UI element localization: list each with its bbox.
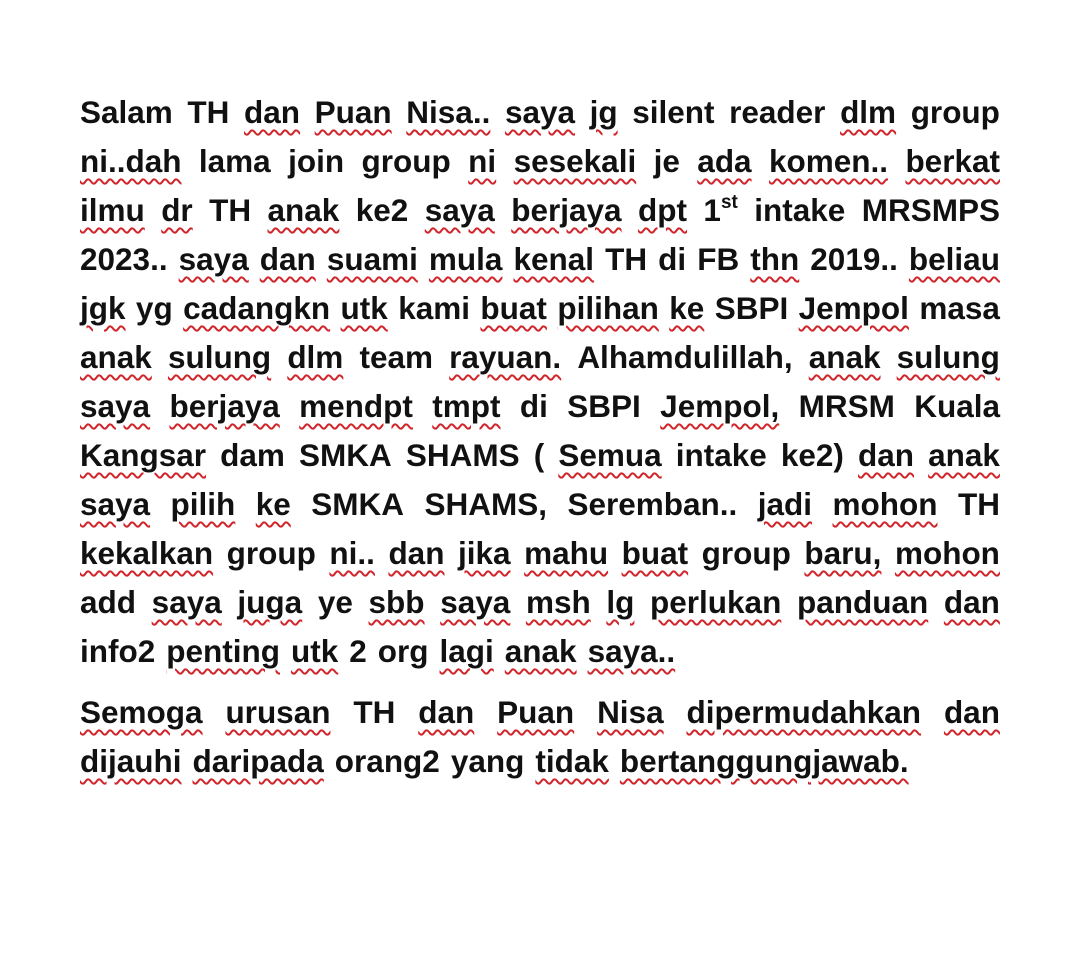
misspelled-word: Nisa.. xyxy=(406,94,491,130)
text-line xyxy=(80,186,1000,235)
word: di xyxy=(519,388,548,424)
word: MRSMPS xyxy=(861,192,1000,228)
misspelled-word: lg xyxy=(606,584,635,620)
misspelled-word: berkat xyxy=(905,143,1000,179)
word: ye xyxy=(317,584,353,620)
word: info2 xyxy=(80,633,156,669)
word: add xyxy=(80,584,137,620)
word: org xyxy=(377,633,429,669)
misspelled-word: dan xyxy=(259,241,316,277)
word: MRSM xyxy=(798,388,895,424)
word: silent xyxy=(632,94,715,130)
word: group xyxy=(910,94,1000,130)
word: orang2 xyxy=(334,743,440,779)
misspelled-word: dan xyxy=(858,437,915,473)
misspelled-word: anak xyxy=(267,192,340,228)
misspelled-word: utk xyxy=(340,290,388,326)
misspelled-word: dan xyxy=(418,694,475,730)
word: Salam xyxy=(80,94,173,130)
misspelled-word: pilihan xyxy=(557,290,659,326)
word: ke2 xyxy=(355,192,409,228)
word: 2019.. xyxy=(810,241,898,277)
misspelled-word: anak xyxy=(928,437,1000,473)
word: FB xyxy=(697,241,740,277)
misspelled-word: Semua xyxy=(558,437,662,473)
misspelled-word: dan xyxy=(943,584,1000,620)
misspelled-word: cadangkn xyxy=(183,290,331,326)
word: SHAMS, xyxy=(424,486,548,522)
word: 2 xyxy=(349,633,367,669)
misspelled-word: saya xyxy=(424,192,495,228)
text-line xyxy=(80,529,1000,578)
misspelled-word: jadi xyxy=(757,486,813,522)
word: join xyxy=(288,143,345,179)
word: TH xyxy=(209,192,252,228)
document-body xyxy=(80,88,1000,786)
misspelled-word: sulung xyxy=(167,339,272,375)
misspelled-word: ke xyxy=(255,486,291,522)
misspelled-word: perlukan xyxy=(650,584,782,620)
misspelled-word: komen.. xyxy=(768,143,889,179)
misspelled-word: buat xyxy=(621,535,689,571)
misspelled-word: saya xyxy=(151,584,222,620)
misspelled-word: panduan xyxy=(796,584,929,620)
misspelled-word: mahu xyxy=(524,535,609,571)
misspelled-word: dlm xyxy=(287,339,344,375)
misspelled-word: rayuan. xyxy=(449,339,562,375)
misspelled-word: jg xyxy=(589,94,618,130)
misspelled-word: juga xyxy=(237,584,303,620)
misspelled-word: msh xyxy=(525,584,591,620)
misspelled-word: jika xyxy=(457,535,511,571)
misspelled-word: mula xyxy=(428,241,503,277)
misspelled-word: sulung xyxy=(896,339,1000,375)
misspelled-word: mendpt xyxy=(299,388,413,424)
word: dam xyxy=(220,437,285,473)
misspelled-word: mohon xyxy=(832,486,938,522)
word: 1st xyxy=(703,191,738,228)
word: yg xyxy=(135,290,173,326)
word: group xyxy=(361,143,451,179)
word: Alhamdulillah, xyxy=(577,339,793,375)
word: group xyxy=(701,535,791,571)
superscript: st xyxy=(720,191,738,213)
misspelled-word: dan xyxy=(388,535,445,571)
word: SMKA xyxy=(299,437,392,473)
misspelled-word: saya.. xyxy=(587,633,676,669)
misspelled-word: ada xyxy=(697,143,752,179)
misspelled-word: Puan xyxy=(314,94,392,130)
word: intake xyxy=(675,437,767,473)
text-line xyxy=(80,737,1000,786)
misspelled-word: anak xyxy=(808,339,881,375)
misspelled-word: ilmu xyxy=(80,192,145,228)
text-line xyxy=(80,88,1000,137)
misspelled-word: tidak xyxy=(535,743,609,779)
misspelled-word: Jempol, xyxy=(660,388,780,424)
misspelled-word: anak xyxy=(504,633,577,669)
misspelled-word: suami xyxy=(326,241,418,277)
misspelled-word: saya xyxy=(178,241,249,277)
misspelled-word: Nisa xyxy=(597,694,664,730)
word: je xyxy=(653,143,680,179)
misspelled-word: dan xyxy=(943,694,1000,730)
word: SHAMS xyxy=(405,437,520,473)
misspelled-word: dlm xyxy=(840,94,897,130)
misspelled-word: ni.. xyxy=(329,535,375,571)
misspelled-word: saya xyxy=(80,388,151,424)
misspelled-word: buat xyxy=(480,290,547,326)
misspelled-word: ni..dah xyxy=(80,143,182,179)
misspelled-word: kenal xyxy=(513,241,595,277)
misspelled-word: bertanggungjawab. xyxy=(619,743,909,779)
word: Seremban.. xyxy=(567,486,738,522)
word: TH xyxy=(353,694,396,730)
misspelled-word: utk xyxy=(290,633,339,669)
misspelled-word: lagi xyxy=(439,633,494,669)
misspelled-word: sesekali xyxy=(513,143,637,179)
misspelled-word: Kangsar xyxy=(80,437,207,473)
misspelled-word: saya xyxy=(504,94,576,130)
word: ( xyxy=(533,437,545,473)
word: SBPI xyxy=(567,388,641,424)
text-line xyxy=(80,137,1000,186)
misspelled-word: mohon xyxy=(894,535,1000,571)
word: intake xyxy=(754,192,846,228)
misspelled-word: daripada xyxy=(192,743,324,779)
misspelled-word: dr xyxy=(161,192,193,228)
misspelled-word: baru, xyxy=(804,535,882,571)
word: reader xyxy=(729,94,826,130)
word: TH xyxy=(605,241,648,277)
misspelled-word: urusan xyxy=(225,694,331,730)
word: di xyxy=(658,241,687,277)
misspelled-word: dan xyxy=(244,94,301,130)
text-line xyxy=(80,333,1000,382)
misspelled-word: saya xyxy=(80,486,151,522)
misspelled-word: beliau xyxy=(908,241,1000,277)
text-line xyxy=(80,235,1000,284)
word: yang xyxy=(450,743,525,779)
misspelled-word: saya xyxy=(440,584,511,620)
misspelled-word: dipermudahkan xyxy=(686,694,922,730)
misspelled-word: dpt xyxy=(638,192,687,228)
text-line xyxy=(80,284,1000,333)
misspelled-word: sbb xyxy=(368,584,425,620)
misspelled-word: anak xyxy=(80,339,152,375)
text-line xyxy=(80,480,1000,529)
word: lama xyxy=(198,143,271,179)
word: masa xyxy=(919,290,1000,326)
word: TH xyxy=(957,486,1000,522)
word: SBPI xyxy=(714,290,789,326)
text-line xyxy=(80,382,1000,431)
word: kami xyxy=(398,290,471,326)
paragraph xyxy=(80,688,1000,786)
misspelled-word: tmpt xyxy=(432,388,501,424)
word: group xyxy=(226,535,316,571)
paragraph xyxy=(80,88,1000,676)
misspelled-word: Jempol xyxy=(798,290,909,326)
misspelled-word: dijauhi xyxy=(80,743,182,779)
misspelled-word: kekalkan xyxy=(80,535,214,571)
misspelled-word: ke xyxy=(669,290,705,326)
word: Kuala xyxy=(914,388,1000,424)
misspelled-word: penting xyxy=(166,633,280,669)
misspelled-word: jgk xyxy=(80,290,126,326)
text-line xyxy=(80,578,1000,627)
word: ke2) xyxy=(780,437,844,473)
misspelled-word: Puan xyxy=(497,694,575,730)
misspelled-word: pilih xyxy=(170,486,236,522)
text-line xyxy=(80,431,1000,480)
text-line xyxy=(80,688,1000,737)
misspelled-word: Semoga xyxy=(80,694,203,730)
misspelled-word: thn xyxy=(750,241,800,277)
misspelled-word: ni xyxy=(468,143,497,179)
word: team xyxy=(359,339,433,375)
text-line xyxy=(80,627,1000,676)
word: SMKA xyxy=(311,486,405,522)
word: 2023.. xyxy=(80,241,168,277)
misspelled-word: berjaya xyxy=(511,192,622,228)
misspelled-word: berjaya xyxy=(169,388,280,424)
word: TH xyxy=(187,94,230,130)
